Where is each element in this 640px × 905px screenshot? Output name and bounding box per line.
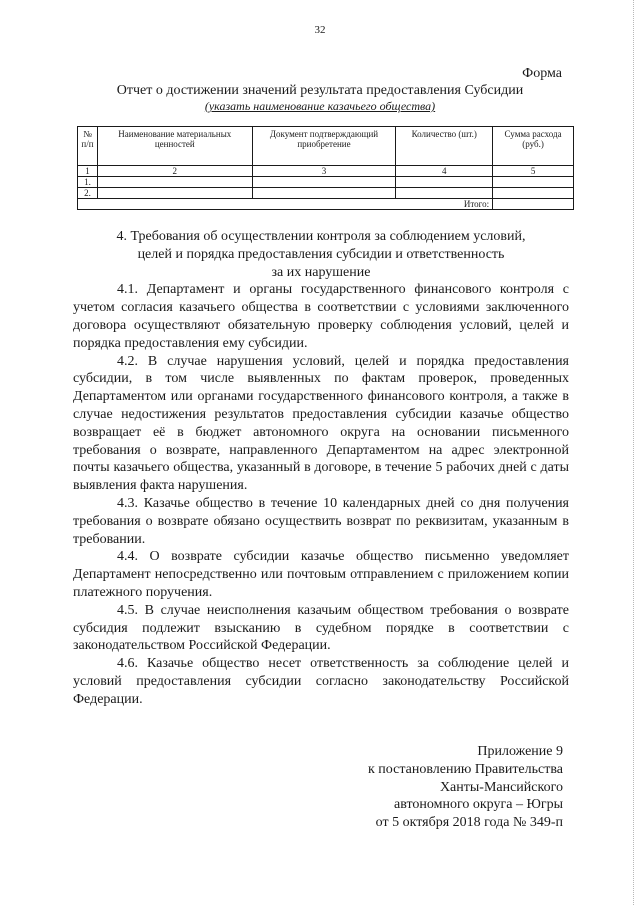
header-cell-quantity: Количество (шт.) — [396, 127, 493, 166]
total-label: Итого: — [78, 199, 493, 210]
paragraph-4-1: 4.1. Департамент и органы государственного финансового контроля с учетом согласия казачьего общества в соответствии с условиями заключенного договора осуществляют обязательную проверку соблюдения условий, целей и порядка предоставления ему субсидии. — [73, 282, 569, 351]
header-cell-number: № п/п — [78, 127, 98, 166]
table-row — [78, 188, 574, 199]
paragraph-4-2: 4.2. В случае нарушения условий, целей и порядка предоставления субсидии, в том числе выявленных по фактам проверок, проведенных Департаментом или органами государственного финансового контроля, а также в случае недостижения результатов предоставления субсидии казачье общество возвращает её в бюджет автономного округа на основании письменного требования о возврате, направленного Департаментом на адрес электронной почты казачьего общества, указанный в договоре, в течение 5 рабочих дней с даты выявления факта нарушения. — [73, 353, 569, 494]
table-header-row — [78, 127, 574, 166]
appendix-line: Приложение 9 — [477, 744, 563, 759]
paragraph-4-6: 4.6. Казачье общество несет ответственность за соблюдение целей и условий предоставления субсидии согласно законодательству Российской Федерации. — [73, 656, 569, 707]
table-cell: 2. — [78, 188, 98, 199]
table-cell — [493, 177, 574, 188]
header-cell-document: Документ подтверждающий приобретение — [252, 127, 396, 166]
appendix-line: к постановлению Правительства — [367, 761, 563, 777]
page-edge-border — [632, 0, 634, 905]
table-cell — [97, 188, 252, 199]
header-cell-name: Наименование материальных ценностей — [97, 127, 252, 166]
report-title: Отчет о достижении значений результата предоставления Субсидии — [116, 83, 524, 98]
section-heading-line: целей и порядка предоставления субсидии и ответственность — [137, 246, 505, 262]
table-row — [78, 177, 574, 188]
column-number: 3 — [252, 166, 396, 177]
table-cell — [252, 177, 396, 188]
header-cell-sum: Сумма расхода (руб.) — [493, 127, 574, 166]
paragraph-4-5: 4.5. В случае неисполнения казачьим обществом требования о возврате субсидия подлежит взысканию в судебном порядке в соответствии с законодательством Российской Федерации. — [73, 602, 569, 654]
report-table — [77, 126, 574, 210]
paragraph-4-4: 4.4. О возврате субсидии казачье общество письменно уведомляет Департамент непосредственно или почтовым отправлением с приложением копии платежного поручения. — [73, 549, 569, 600]
column-number: 5 — [493, 166, 574, 177]
table-column-number-row — [78, 166, 574, 177]
table-cell: 1. — [78, 177, 98, 188]
total-value-cell — [493, 199, 574, 210]
section-heading — [73, 228, 569, 281]
column-number: 4 — [396, 166, 493, 177]
paragraph-4-3: 4.3. Казачье общество в течение 10 календарных дней со дня получения требования о возврате обязано осуществить возврат по реквизитам, указанным в требовании. — [73, 495, 569, 547]
table-cell — [396, 188, 493, 199]
appendix-line: автономного округа – Югры — [394, 797, 563, 813]
section-4 — [73, 228, 569, 709]
table-cell — [252, 188, 396, 199]
column-number: 1 — [78, 166, 98, 177]
appendix-line: Ханты-Мансийского — [439, 779, 563, 795]
section-heading-line: 4. Требования об осуществлении контроля за соблюдением условий, — [116, 229, 526, 244]
table-cell — [97, 177, 252, 188]
form-label: Форма — [522, 66, 562, 81]
report-subtitle: (указать наименование казачьего общества) — [204, 99, 436, 113]
section-heading-line: за их нарушение — [271, 264, 371, 280]
column-number: 2 — [97, 166, 252, 177]
table-cell — [493, 188, 574, 199]
appendix-block — [368, 743, 563, 832]
appendix-line: от 5 октября 2018 года № 349-п — [375, 815, 563, 831]
table-cell — [396, 177, 493, 188]
page-number: 32 — [314, 24, 326, 36]
table-total-row — [78, 199, 574, 210]
